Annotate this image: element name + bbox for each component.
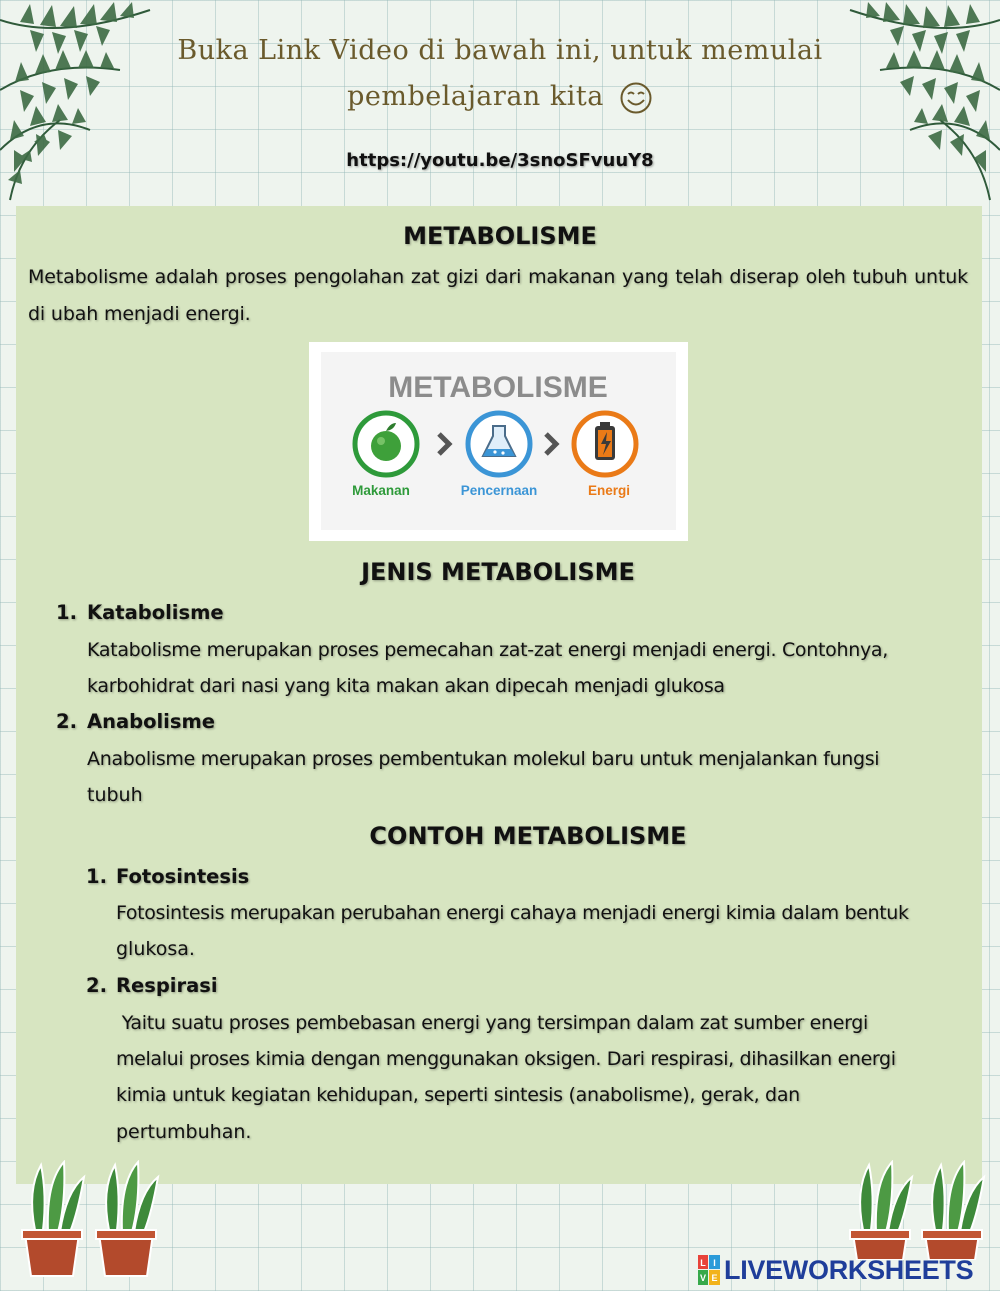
svg-text:E: E: [711, 1273, 718, 1283]
contoh-item-1-line1: Fotosintesis merupakan perubahan energi cahaya menjadi energi kimia dalam bentuk: [116, 902, 909, 924]
smiling-face-icon: [619, 81, 653, 115]
heading-jenis-metabolisme: JENIS METABOLISME: [361, 558, 635, 586]
svg-text:L: L: [700, 1258, 706, 1268]
figure-label-makanan: Makanan: [352, 483, 410, 498]
contoh-item-1-line2: glukosa.: [116, 938, 195, 960]
metabolism-figure: [309, 342, 688, 541]
apple-icon: [355, 413, 417, 475]
heading-metabolisme: METABOLISME: [403, 222, 597, 250]
battery-icon: [574, 413, 636, 475]
figure-label-energi: Energi: [587, 483, 631, 498]
metabolism-diagram: [309, 342, 688, 541]
figure-title: METABOLISME: [388, 371, 608, 404]
snake-plant-right-decoration: [848, 1160, 998, 1260]
jenis-item-2-line2: tubuh: [87, 784, 143, 806]
contoh-item-2-number: 2.: [86, 974, 107, 997]
contoh-item-2-line3: kimia untuk kegiatan kehidupan, seperti sintesis (anabolisme), gerak, dan: [116, 1084, 800, 1106]
contoh-item-2-title: Respirasi: [116, 974, 218, 997]
svg-text:V: V: [699, 1273, 707, 1283]
header-title: [140, 28, 860, 120]
header-title-line2: pembelajaran kita: [347, 81, 604, 112]
jenis-item-1-line2: karbohidrat dari nasi yang kita makan akan dipecah menjadi glukosa: [87, 675, 725, 697]
live-badge-icon: [698, 1255, 720, 1285]
contoh-item-2-line1: Yaitu suatu proses pembebasan energi yang tersimpan dalam zat sumber energi: [116, 1012, 869, 1034]
contoh-item-2-line2: melalui proses kimia dengan menggunakan oksigen. Dari respirasi, dihasilkan energi: [116, 1048, 896, 1070]
header-title-line1: Buka Link Video di bawah ini, untuk memulai: [177, 35, 823, 66]
liveworksheets-logo-text: LIVEWORKSHEETS: [724, 1254, 974, 1285]
jenis-item-1-line1: Katabolisme merupakan proses pemecahan zat-zat energi menjadi energi. Contohnya,: [87, 639, 888, 661]
contoh-item-1-number: 1.: [86, 865, 107, 888]
jenis-item-2-title: Anabolisme: [87, 710, 216, 733]
heading-contoh-metabolisme: CONTOH METABOLISME: [369, 822, 687, 850]
liveworksheets-logo[interactable]: [698, 1252, 973, 1288]
jenis-item-2-line1: Anabolisme merupakan proses pembentukan molekul baru untuk menjalankan fungsi: [87, 748, 880, 770]
jenis-item-2-number: 2.: [56, 710, 77, 733]
figure-label-pencernaan: Pencernaan: [460, 483, 538, 498]
jenis-item-1-title: Katabolisme: [87, 601, 224, 624]
intro-paragraph: Metabolisme adalah proses pengolahan zat gizi dari makanan yang telah diserap oleh tubuh untuk di ubah menjadi energi.: [28, 266, 968, 325]
contoh-item-2-line4: pertumbuhan.: [116, 1121, 252, 1143]
flask-icon: [468, 413, 530, 475]
header-title-line2-wrap: [140, 74, 860, 120]
svg-text:I: I: [713, 1258, 716, 1268]
snake-plant-left-decoration: [20, 1160, 170, 1280]
jenis-item-1-number: 1.: [56, 601, 77, 624]
contoh-item-1-title: Fotosintesis: [116, 865, 250, 888]
video-link[interactable]: https://youtu.be/3snoSFvuuY8: [346, 150, 654, 171]
